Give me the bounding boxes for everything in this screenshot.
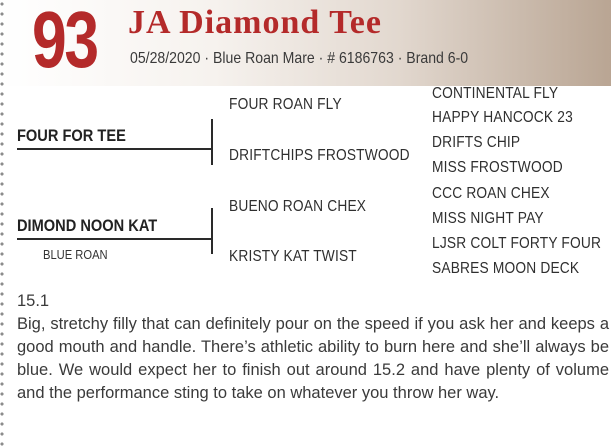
description-text: Big, stretchy filly that can definitely pour on the speed if you ask her and keeps a good mouth and handle. There’s athletic ability to burn here and she’ll always be blue. We would expect her to finish out around 15.2 and have plenty of volume and the performance sting to take on whatever you throw her way. xyxy=(17,315,609,402)
sire-line xyxy=(17,148,213,150)
dam-bracket xyxy=(211,208,213,254)
dam-line xyxy=(17,238,213,240)
dotted-border xyxy=(0,0,8,446)
dam-dam: KRISTY KAT TWIST xyxy=(229,248,357,265)
third-gen-ancestor: CONTINENTAL FLY xyxy=(432,85,559,102)
horse-details: 05/28/2020 · Blue Roan Mare · # 6186763 · Brand 6-0 xyxy=(130,50,469,67)
sire-dam: DRIFTCHIPS FROSTWOOD xyxy=(229,147,410,164)
third-gen-ancestor: SABRES MOON DECK xyxy=(432,260,580,277)
height-value: 15.1 xyxy=(17,292,50,310)
color-label: BLUE ROAN xyxy=(43,247,108,262)
description xyxy=(17,290,609,405)
sire-name: FOUR FOR TEE xyxy=(17,126,126,145)
horse-name: JA Diamond Tee xyxy=(128,4,382,41)
third-gen-ancestor: HAPPY HANCOCK 23 xyxy=(432,109,573,126)
dam-name: DIMOND NOON KAT xyxy=(17,216,158,235)
sire-sire: FOUR ROAN FLY xyxy=(229,96,342,113)
third-gen-ancestor: CCC ROAN CHEX xyxy=(432,185,550,202)
third-gen-ancestor: DRIFTS CHIP xyxy=(432,134,521,151)
third-gen-ancestor: MISS NIGHT PAY xyxy=(432,210,544,227)
lot-number: 93 xyxy=(32,0,97,84)
third-gen-ancestor: LJSR COLT FORTY FOUR xyxy=(432,235,602,252)
third-gen-ancestor: MISS FROSTWOOD xyxy=(432,159,563,176)
sire-bracket xyxy=(211,119,213,165)
dam-sire: BUENO ROAN CHEX xyxy=(229,198,367,215)
